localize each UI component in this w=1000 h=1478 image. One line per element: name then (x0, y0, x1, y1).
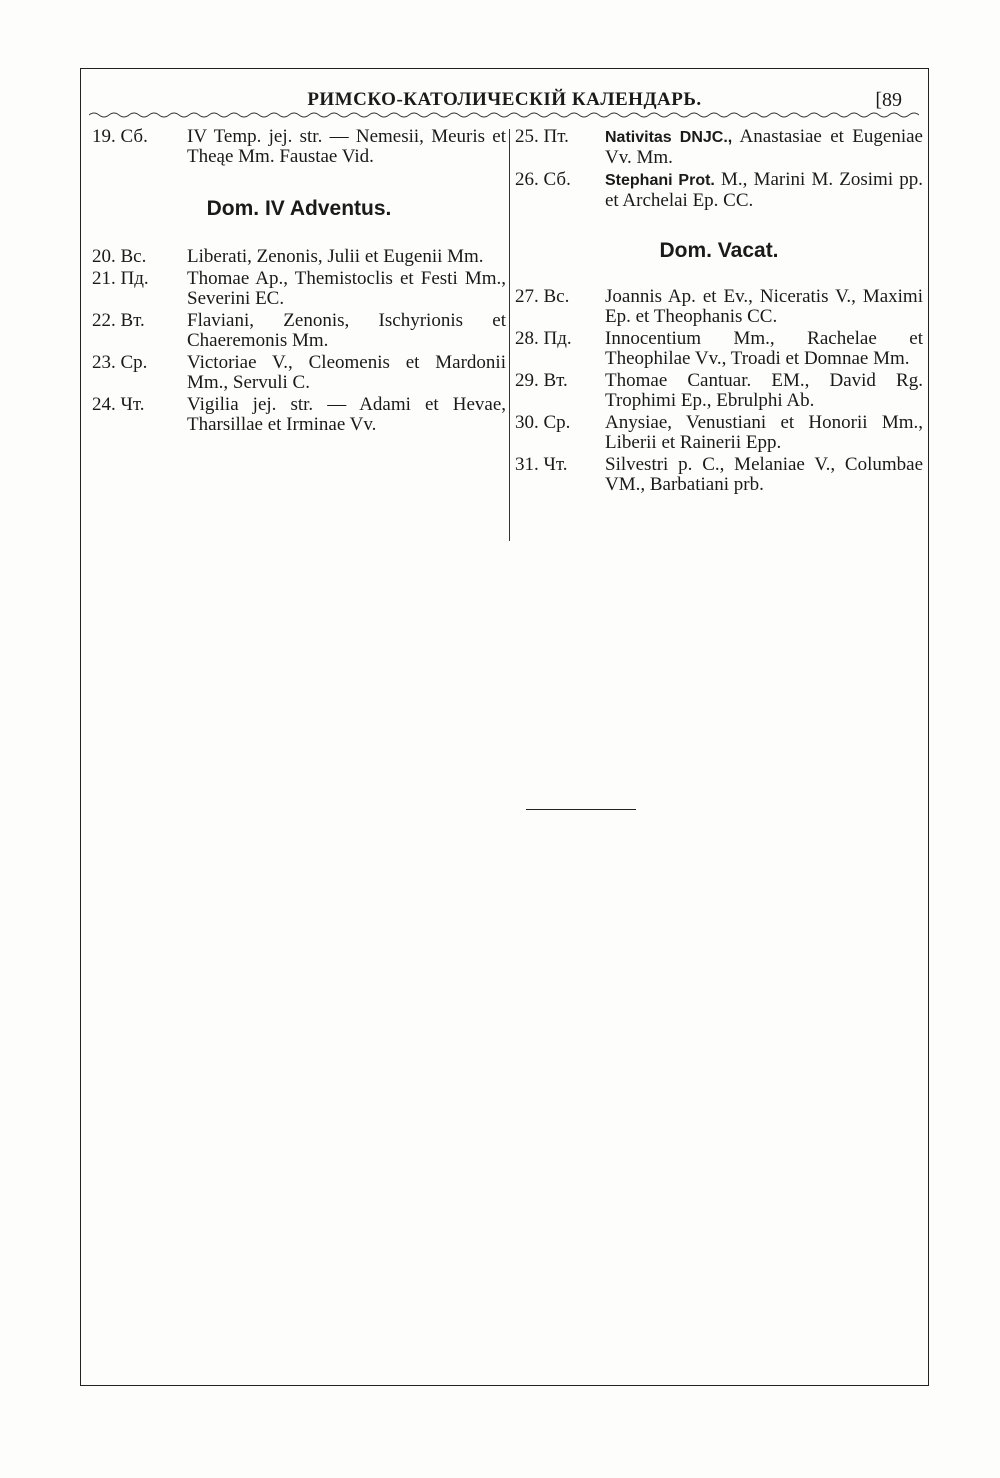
entry-text: Liberati, Zenonis, Julii et Eugenii Mm. (187, 246, 484, 267)
entry-text (605, 127, 923, 168)
entry-date: 28. Пд. (515, 328, 572, 349)
entry-date: 23. Ср. (92, 352, 148, 373)
calendar-entry-26 (515, 170, 923, 211)
wavy-rule (89, 109, 919, 121)
entry-text: Innocentium Mm., Rachelae et Theophilae Vv., Troadi et Domnae Mm. (605, 328, 923, 369)
calendar-entry-19 (92, 127, 506, 167)
entry-rest: Anastasiae et Eugeniae Vv. Mm. (605, 126, 923, 168)
calendar-entry-24 (92, 395, 506, 435)
entry-rest: M., Marini M. Zosimi pp. et Archelai Ep. CC. (605, 169, 924, 211)
right-column (515, 127, 923, 497)
entry-text: Joannis Ap. et Ev., Niceratis V., Maximi Ep. et Theophanis CC. (605, 286, 923, 327)
page-number: [89 (875, 89, 902, 111)
entry-date: 25. Пт. (515, 126, 569, 147)
entry-date: 29. Вт. (515, 370, 568, 391)
column-divider (509, 129, 510, 541)
calendar-entry-30 (515, 413, 923, 453)
entry-date: 20. Вс. (92, 246, 147, 267)
closing-rule (526, 809, 636, 810)
sunday-heading: Dom. IV Adventus. (206, 197, 392, 220)
calendar-entry-20 (92, 247, 506, 267)
entry-date: 21. Пд. (92, 268, 149, 289)
calendar-entry-25 (515, 127, 923, 168)
entry-text: Vigilia jej. str. — Adami et Hevae, Tharsillae et Irminae Vv. (187, 394, 506, 435)
entry-date: 27. Вс. (515, 286, 570, 307)
left-column (92, 127, 506, 437)
entry-text: Flaviani, Zenonis, Ischyrionis et Chaeremonis Mm. (187, 310, 506, 351)
entry-date: 24. Чт. (92, 394, 145, 415)
entry-date: 19. Сб. (92, 126, 148, 147)
calendar-entry-22 (92, 311, 506, 351)
calendar-entry-31 (515, 455, 923, 495)
sunday-heading: Dom. Vacat. (659, 239, 779, 262)
feast-name: Stephani Prot. (605, 172, 715, 189)
entry-date: 30. Ср. (515, 412, 571, 433)
feast-name: Nativitas DNJC., (605, 129, 733, 146)
entry-text: Victoriae V., Cleomenis et Mardonii Mm., Servuli C. (187, 352, 506, 393)
calendar-entry-23 (92, 353, 506, 393)
entry-text: Thomae Ap., Themistoclis et Festi Mm., Severini EC. (187, 268, 506, 309)
page-frame (80, 68, 929, 1386)
entry-text: Thomae Cantuar. EM., David Rg. Trophimi Ep., Ebrulphi Ab. (605, 370, 923, 411)
entry-date: 26. Сб. (515, 169, 571, 190)
calendar-entry-21 (92, 269, 506, 309)
calendar-entry-27 (515, 287, 923, 327)
calendar-entry-29 (515, 371, 923, 411)
entry-text: IV Temp. jej. str. — Nemesii, Meuris et Theąe Mm. Faustae Vid. (187, 126, 506, 167)
entry-date: 22. Вт. (92, 310, 145, 331)
page-title: РИМСКО-КАТОЛИЧЕСКІЙ КАЛЕНДАРЬ. (307, 89, 702, 110)
entry-text: Silvestri p. C., Melaniae V., Columbae VM., Barbatiani prb. (605, 454, 923, 495)
calendar-entry-28 (515, 329, 923, 369)
entry-text: Anysiae, Venustiani et Honorii Mm., Liberii et Rainerii Epp. (605, 412, 923, 453)
entry-text (605, 170, 923, 211)
entry-date: 31. Чт. (515, 454, 568, 475)
